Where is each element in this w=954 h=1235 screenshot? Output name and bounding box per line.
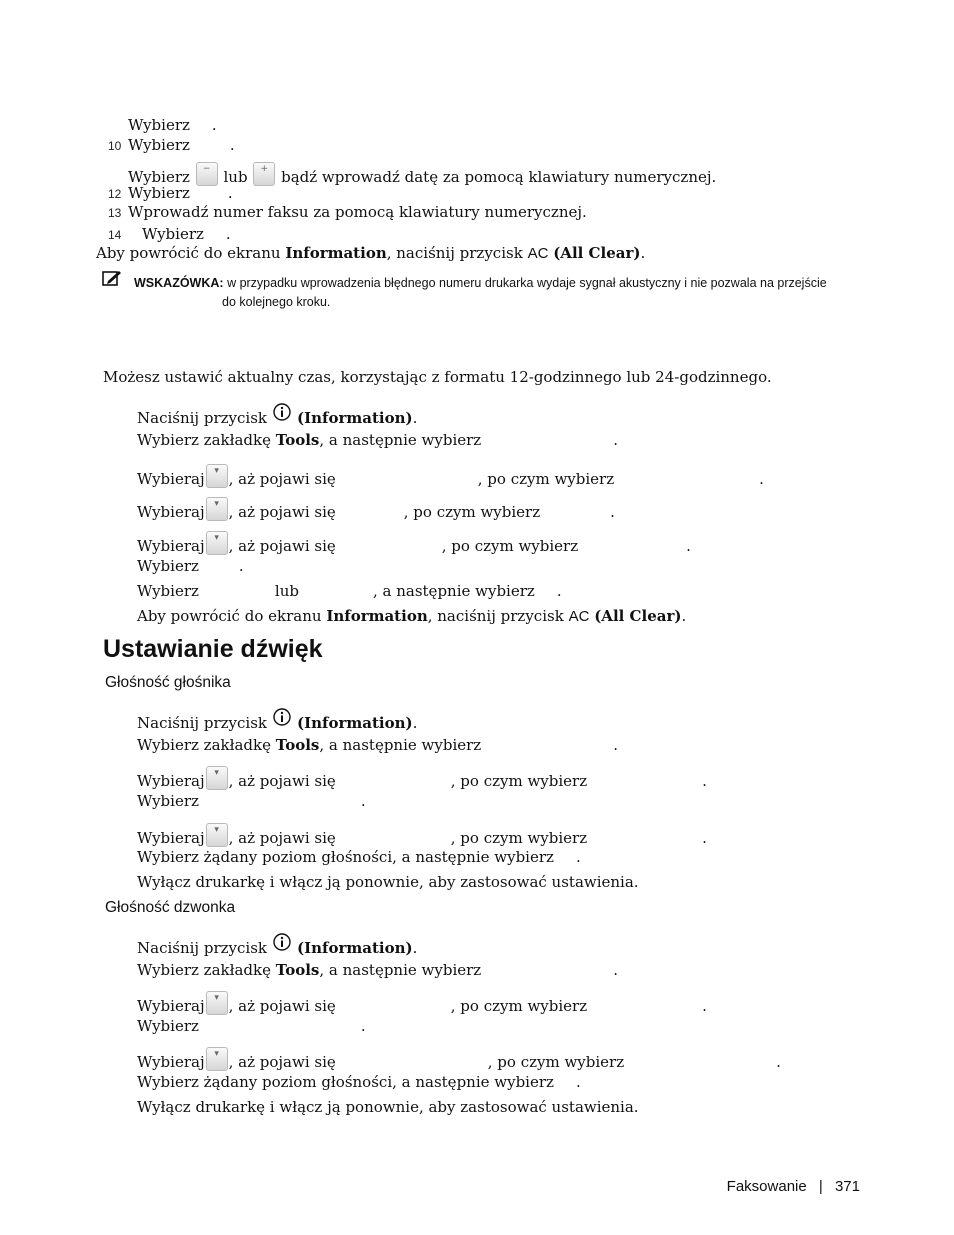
step-select-format: Wybierz lub , a następnie wybierz . — [137, 582, 562, 600]
step-select: Wybierz . — [137, 557, 244, 575]
step-scroll: Wybieraj ▾ , aż pojawi się , po czym wybierz . — [137, 499, 615, 521]
footer-separator: | — [818, 1178, 823, 1195]
ac-button-label: AC — [527, 245, 549, 262]
plus-button-icon: + — [253, 162, 275, 186]
step-number: 13 — [108, 206, 122, 220]
page-number: 371 — [834, 1178, 860, 1195]
step-scroll: Wybieraj ▾ , aż pojawi się , po czym wybierz . — [137, 768, 707, 790]
step-scroll: Wybieraj ▾ , aż pojawi się , po czym wybierz . — [137, 533, 691, 555]
info-icon — [273, 403, 291, 421]
step-select: Wybierz . — [128, 116, 217, 134]
step-scroll: Wybieraj ▾ , aż pojawi się , po czym wybierz . — [137, 466, 764, 488]
step-select-tools-tab: Wybierz zakładkę Tools, a następnie wybierz . — [137, 431, 618, 449]
step-date-entry: Wybierz − lub + bądź wprowadź datę za pomocą klawiatury numerycznej. — [128, 164, 717, 186]
step-select: Wybierz . — [142, 225, 231, 243]
step-restart: Wyłącz drukarkę i włącz ją ponownie, aby zastosować ustawienia. — [137, 873, 639, 891]
step-press-information: Naciśnij przycisk (Information). — [137, 933, 417, 958]
time-intro: Możesz ustawić aktualny czas, korzystając z formatu 12-godzinnego lub 24-godzinnego. — [103, 368, 772, 386]
step-press-information: Naciśnij przycisk (Information). — [137, 403, 417, 428]
step-restart: Wyłącz drukarkę i włącz ją ponownie, aby zastosować ustawienia. — [137, 1098, 639, 1116]
scroll-down-button-icon: ▾ — [206, 464, 228, 488]
step-select-level: Wybierz żądany poziom głośności, a następnie wybierz . — [137, 848, 581, 866]
step-scroll: Wybieraj ▾ , aż pojawi się , po czym wybierz . — [137, 993, 707, 1015]
step-number: 10 — [108, 139, 122, 153]
ac-button-label: AC — [568, 608, 590, 625]
note-text: WSKAZÓWKA: w przypadku wprowadzenia błędnego numeru drukarka wydaje sygnał akustyczny i nie pozwala na przejście — [134, 276, 827, 290]
step-select: Wybierz . — [128, 136, 235, 154]
minus-button-icon: − — [196, 162, 218, 186]
step-number: 14 — [108, 228, 122, 242]
footer-section-name: Faksowanie — [726, 1178, 807, 1195]
step-select: Wybierz . — [128, 184, 233, 202]
step-press-information: Naciśnij przycisk (Information). — [137, 708, 417, 733]
scroll-down-button-icon: ▾ — [206, 531, 228, 555]
info-icon — [273, 933, 291, 951]
step-number: 12 — [108, 187, 122, 201]
subsection-title-speaker: Głośność głośnika — [105, 674, 231, 691]
subsection-title-ringer: Głośność dzwonka — [105, 899, 236, 916]
section-heading: Ustawianie dźwięk — [103, 635, 323, 663]
scroll-down-button-icon: ▾ — [206, 497, 228, 521]
info-icon — [273, 708, 291, 726]
back-instruction: Aby powrócić do ekranu Information, naciśnij przycisk AC (All Clear). — [137, 607, 687, 625]
scroll-down-button-icon: ▾ — [206, 766, 228, 790]
back-instruction: Aby powrócić do ekranu Information, naciśnij przycisk AC (All Clear). — [96, 244, 646, 262]
step-select: Wybierz . — [137, 792, 366, 810]
step-select: Wybierz . — [137, 1017, 366, 1035]
scroll-down-button-icon: ▾ — [206, 991, 228, 1015]
scroll-down-button-icon: ▾ — [206, 1047, 228, 1071]
note-text-continued: do kolejnego kroku. — [222, 295, 331, 309]
step-select-tools-tab: Wybierz zakładkę Tools, a następnie wybierz . — [137, 961, 618, 979]
scroll-down-button-icon: ▾ — [206, 823, 228, 847]
note-pencil-icon — [102, 270, 122, 286]
step-enter-fax: Wprowadź numer faksu za pomocą klawiatury numerycznej. — [128, 203, 587, 221]
step-select-level: Wybierz żądany poziom głośności, a następnie wybierz . — [137, 1073, 581, 1091]
step-scroll: Wybieraj ▾ , aż pojawi się , po czym wybierz . — [137, 1049, 781, 1071]
step-select-tools-tab: Wybierz zakładkę Tools, a następnie wybierz . — [137, 736, 618, 754]
page-footer — [727, 1177, 860, 1197]
step-scroll: Wybieraj ▾ , aż pojawi się , po czym wybierz . — [137, 825, 707, 847]
